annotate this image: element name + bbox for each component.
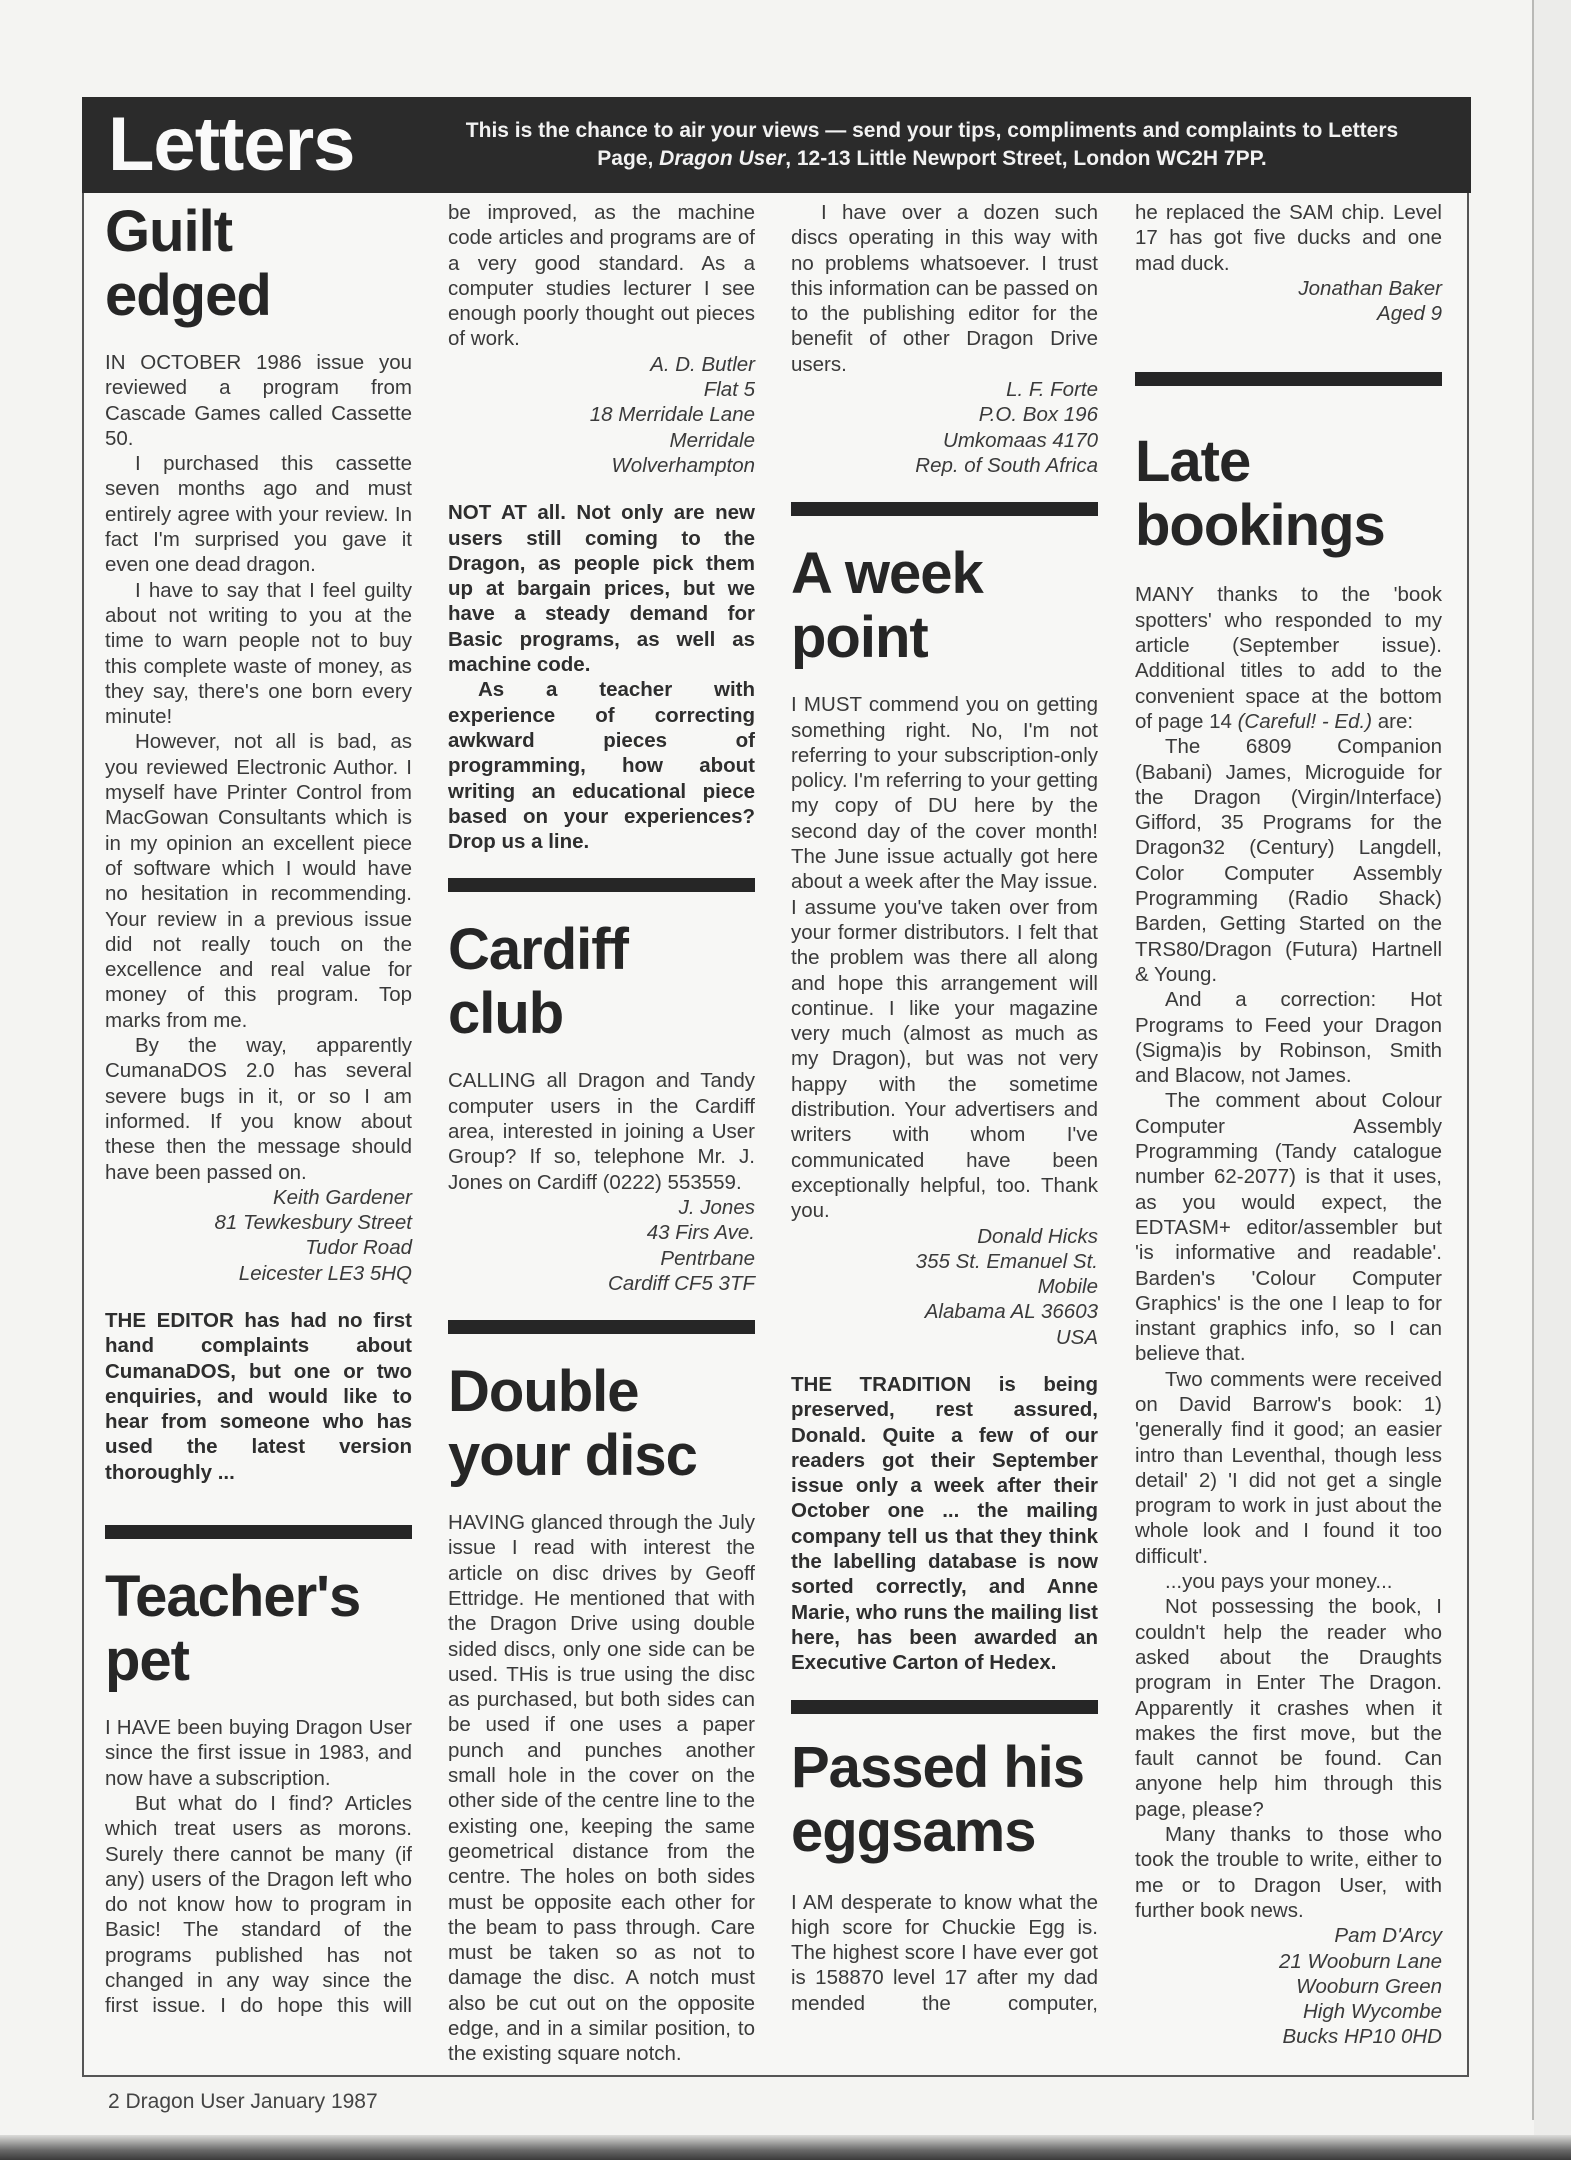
letter-paragraph: HAVING glanced through the July issue I read with interest the article on disc drives by Geoff Ettridge. He mentioned that with the Dragon Drive using double sided discs, only one side can be used. THis is true using the disc as purchased, but both sides can be used if one uses a paper punch and punches another small hole in the cover on the other side of the centre line to the existing one, keeping the same geometrical distance from the centre. The holes on both sides must be opposite each other for the beam to pass through. Care must be taken so as not to damage the disc. A notch must also be cut out on the opposite edge, and in a similar position, to the existing square notch. [448, 1511, 755, 2066]
letter-paragraph: IN OCTOBER 1986 issue you reviewed a program from Cascade Games called Cassette 50. [105, 351, 412, 450]
headline: Guilt edged [105, 199, 271, 328]
letter-paragraph: Two comments were received on David Barrow's book: 1) 'generally find it good; an easier intro than Leventhal, though less detail' 2) 'I did not get a single program to work in just about the whole look and I found it too difficult'. [1135, 1367, 1442, 1568]
letter-passed-his-eggsams [791, 1736, 1098, 2016]
editor-reply: NOT AT all. Not only are new users still coming to the Dragon, as people pick them up at bargain prices, but we have a steady demand for Basic programs, as well as machine code. [448, 501, 755, 677]
headline: Passed his eggsams [791, 1734, 1085, 1864]
letter-paragraph: MANY thanks to the 'book spotters' who responded to my article (September issue). Additional titles to add to the convenient space at the bottom of page 14 (Careful! - Ed.) are: [1135, 583, 1442, 733]
letter-paragraph: ...you pays your money... [1165, 1570, 1393, 1594]
letter-paragraph: I purchased this cassette seven months ago and must entirely agree with your review. In fact I'm surprised you gave it even one dead dragon. [105, 452, 412, 577]
letter-paragraph: I HAVE been buying Dragon User since the first issue in 1983, and now have a subscription. [105, 1716, 412, 1790]
blurb-line-2 [412, 145, 1452, 173]
section-divider [448, 878, 755, 892]
editor-reply: THE EDITOR has had no first hand complaints about CumanaDOS, but one or two enquiries, and would like to hear from someone who has used the latest version thoroughly ... [105, 1308, 412, 1484]
letter-guilt-edged [105, 200, 412, 1485]
signature: Pam D'Arcy 21 Wooburn Lane Wooburn Green High Wycombe Bucks HP10 0HD [1279, 1924, 1442, 2049]
signature: Jonathan Baker Aged 9 [1298, 276, 1442, 326]
section-divider [105, 1525, 412, 1539]
section-divider [448, 1320, 755, 1334]
section-divider [791, 502, 1098, 516]
letter-paragraph: But what do I find? Articles which treat users as morons. Surely there cannot be many (if any) users of the Dragon left who do not know how to program in Basic! The standard of the programs published has not changed in any way since the first issue. I do hope this will [105, 1791, 412, 2018]
column-1 [105, 200, 412, 2019]
letter-double-your-disc [448, 1360, 755, 2067]
letter-paragraph-continued: he replaced the SAM chip. Level 17 has got five ducks and one mad duck. [1135, 201, 1442, 275]
column-4 [1135, 200, 1442, 2050]
signature: A. D. Butler Flat 5 18 Merridale Lane Merridale Wolverhampton [589, 352, 755, 477]
page-edge-line [1532, 0, 1534, 2120]
blurb-address: , 12-13 Little Newport Street, London WC2H 7PP. [785, 147, 1267, 170]
signature: Donald Hicks 355 St. Emanuel St. Mobile Alabama AL 36603 USA [915, 1224, 1098, 1349]
section-divider [1135, 372, 1442, 386]
section-divider [791, 1700, 1098, 1714]
header-blurb [412, 117, 1452, 173]
letter-paragraph: And a correction: Hot Programs to Feed your Dragon (Sigma)is by Robinson, Smith and Blacow, not James. [1135, 988, 1442, 1088]
letter-paragraph-continued: be improved, as the machine code articles and programs are of a very good standard. As a computer studies lecturer I see enough poorly thought out pieces of work. [448, 201, 755, 351]
blurb-line-1: This is the chance to air your views — send your tips, compliments and complaints to Letters [465, 119, 1399, 142]
headline: Teacher's pet [105, 1564, 361, 1694]
letter-paragraph: I have to say that I feel guilty about not writing to you at the time to warn people not to buy this complete waste of money, as they say, there's one born every minute! [105, 578, 412, 729]
letter-paragraph: I have over a dozen such discs operating in this way with no problems whatsoever. I trust this information can be passed on to the publishing editor for the benefit of other Dragon Drive users. [791, 201, 1098, 376]
page-folio: 2 Dragon User January 1987 [108, 2090, 378, 2113]
column-2 [448, 200, 755, 2067]
letter-paragraph: By the way, apparently CumanaDOS 2.0 has several severe bugs in it, or so I am informed. If you know about these then the message should have been passed on. [105, 1034, 412, 1184]
headline: Double your disc [448, 1359, 697, 1489]
magazine-name: Dragon User [659, 147, 786, 170]
letter-paragraph: Many thanks to those who took the trouble to write, either to me or to Dragon User, with further book news. [1135, 1823, 1442, 1922]
letter-paragraph: I AM desperate to know what the high score for Chuckie Egg is. The highest score I have ever got is 158870 level 17 after my dad mended the computer, [791, 1890, 1098, 2015]
editor-reply: As a teacher with experience of correcting awkward pieces of programming, how about writing an educational piece based on your experiences? Drop us a line. [448, 678, 755, 854]
section-title: Letters [108, 102, 355, 187]
letter-paragraph: However, not all is bad, as you reviewed Electronic Author. I myself have Printer Control from MacGowan Consultants which is in my opinion an excellent piece of software which I would have no hesitation in recommending. Your review in a previous issue did not really touch on the excellence and real value for money of this program. Top marks from me. [105, 730, 412, 1032]
letters-header [82, 97, 1471, 193]
signature: Keith Gardener 81 Tewkesbury Street Tudor Road Leicester LE3 5HQ [214, 1185, 412, 1285]
page-bottom-shadow [0, 2135, 1571, 2160]
letter-paragraph: The comment about Colour Computer Assembly Programming (Tandy catalogue number 62-2077) is that it uses, as you would expect, the EDTASM+ editor/assembler but 'is informative and readable'. Barden's 'Colour Computer Graphics' is the one I leap to for instant graphics info, so I can believe that. [1135, 1089, 1442, 1366]
adjacent-page-edge [1534, 0, 1571, 2160]
column-3 [791, 200, 1098, 2016]
letter-paragraph: The 6809 Companion (Babani) James, Microguide for the Dragon (Virgin/Interface) Gifford, 35 Programs for the Dragon32 (Century) Langdell, Color Computer Assembly Programming (Radio Shack) Barden, Getting Started on the TRS80/Dragon (Futura) Hartnell & Young. [1135, 735, 1442, 986]
letter-paragraph: Not possessing the book, I couldn't help the reader who asked about the Draughts program in Enter The Dragon. Apparently it crashes when it makes the first move, but the fault cannot be found. Can anyone help him through this page, please? [1135, 1595, 1442, 1821]
letter-cardiff-club [448, 918, 755, 1296]
letter-paragraph: I MUST commend you on getting something right. No, I'm not referring to your subscription-only policy. I'm referring to your getting my copy of DU here by the second day of the cover month! The June issue actually got here about a week after the May issue. I assume you've taken over from your former distributors. I felt that the problem was there all along and hope this arrangement will continue. I like your magazine very much (almost as much as my Dragon), but was not very happy with the sometime distribution. Your advertisers and writers with whom I've communicated have been exceptionally helpful, too. Thank you. [791, 693, 1098, 1223]
letter-a-week-point [791, 542, 1098, 1675]
headline: A week point [791, 541, 983, 671]
letter-paragraph: CALLING all Dragon and Tandy computer users in the Cardiff area, interested in joining a User Group? If so, telephone Mr. J. Jones on Cardiff (0222) 553559. [448, 1069, 755, 1194]
letter-teachers-pet [105, 1565, 412, 2019]
editor-reply: THE TRADITION is being preserved, rest assured, Donald. Quite a few of our readers got their September issue only a week after their October one ... the mailing company tell us that they think the labelling database is now sorted correctly, and Anne Marie, who runs the mailing list here, has been awarded an Executive Carton of Hedex. [791, 1372, 1098, 1675]
blurb-text: Page, [597, 147, 660, 170]
headline: Cardiff club [448, 917, 628, 1047]
signature: J. Jones 43 Firs Ave. Pentrbane Cardiff CF5 3TF [608, 1195, 755, 1295]
letter-late-bookings [1135, 430, 1442, 2049]
signature: L. F. Forte P.O. Box 196 Umkomaas 4170 Rep. of South Africa [915, 378, 1098, 477]
headline: Late bookings [1135, 429, 1385, 559]
